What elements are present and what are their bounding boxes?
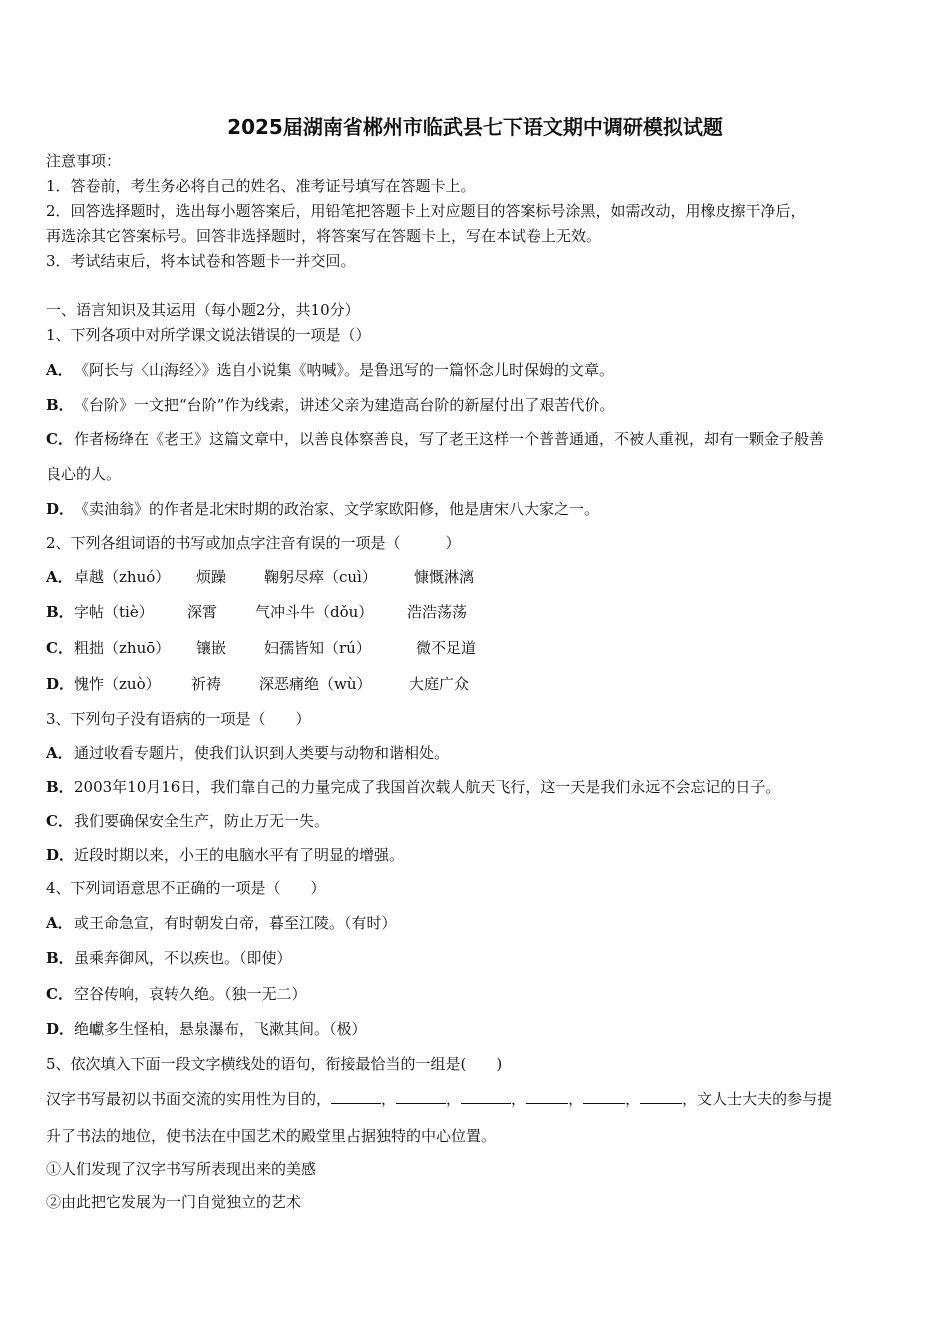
question-1-option-c: [46, 429, 824, 449]
question-3-option-b: [46, 777, 780, 797]
passage-separator: ，: [381, 1090, 397, 1108]
word: 气冲斗牛（dǒu）: [255, 603, 374, 621]
question-4-option-d: [46, 1019, 367, 1039]
fill-blank: [640, 1089, 682, 1104]
exam-title: 2025届湖南省郴州市临武县七下语文期中调研模拟试题: [227, 115, 723, 139]
fill-blank: [396, 1089, 446, 1104]
question-3-option-a: [46, 743, 449, 763]
question-4-option-c: [46, 984, 307, 1004]
option-label: D．: [46, 500, 75, 518]
question-1-stem: 1、下列各项中对所学课文说法错误的一项是（）: [46, 326, 371, 344]
option-text: 虽乘奔御风，不以疾也。（即使）: [74, 949, 292, 967]
question-3-option-d: [46, 845, 404, 865]
option-text: 绝巘多生怪柏，悬泉瀑布，飞漱其间。（极）: [74, 1020, 367, 1038]
fill-blank: [583, 1089, 625, 1104]
option-text: 《卖油翁》的作者是北宋时期的政治家、文学家欧阳修，他是唐宋八大家之一。: [74, 500, 600, 518]
word: 微不足道: [416, 639, 477, 657]
option-label: A．: [46, 568, 73, 586]
word: 镶嵌: [196, 639, 227, 657]
word: 妇孺皆知（rú）: [264, 639, 371, 657]
word: 鞠躬尽瘁（cuì）: [264, 568, 377, 586]
word: 浩浩荡荡: [407, 603, 468, 621]
fill-blank: [331, 1089, 381, 1104]
option-text: 作者杨绛在《老王》这篇文章中，以善良体察善良，写了老王这样一个普普通通，不被人重视，却有一颗金子般善: [74, 430, 825, 448]
question-5-item-2: ②由此把它发展为一门自觉独立的艺术: [46, 1193, 302, 1211]
question-4-option-b: [46, 948, 292, 968]
option-label: B．: [46, 778, 74, 796]
option-label: C．: [46, 639, 73, 657]
question-3-option-c: [46, 811, 329, 831]
option-label: A．: [46, 361, 73, 379]
option-text: 《台阶》一文把“台阶”作为线索，讲述父亲为建造高台阶的新屋付出了艰苦代价。: [74, 396, 615, 414]
notice-item: 3．考试结束后，将本试卷和答题卡一并交回。: [46, 252, 356, 270]
question-2-stem: 2、下列各组词语的书写或加点字注音有误的一项是（ ）: [46, 534, 461, 552]
word: 粗拙（zhuō）: [74, 639, 171, 657]
option-label: C．: [46, 812, 73, 830]
option-text: 《阿长与〈山海经〉》选自小说集《呐喊》。是鲁迅写的一篇怀念儿时保姆的文章。: [74, 361, 615, 379]
notice-item: 2．回答选择题时，选出每小题答案后，用铅笔把答题卡上对应题目的答案标号涂黑，如需改动，用橡皮擦干净后，: [46, 202, 806, 220]
option-label: D．: [46, 675, 75, 693]
question-5-stem: 5、依次填入下面一段文字横线处的语句，衔接最恰当的一组是( ): [46, 1055, 503, 1073]
question-1-option-d: [46, 499, 599, 519]
option-label: C．: [46, 430, 73, 448]
word: 大庭广众: [409, 675, 470, 693]
passage-separator: ，: [625, 1090, 641, 1108]
section-heading: 一、语言知识及其运用（每小题2分，共10分）: [46, 301, 360, 319]
option-label: A．: [46, 744, 73, 762]
option-text: 通过收看专题片，使我们认识到人类要与动物和谐相处。: [74, 744, 450, 762]
option-text: 或王命急宣，有时朝发白帝，暮至江陵。（有时）: [74, 914, 397, 932]
word: 字帖（tiè）: [74, 603, 154, 621]
notice-item: 1．答卷前，考生务必将自己的姓名、准考证号填写在答题卡上。: [46, 177, 476, 195]
question-5-passage-line-2: 升了书法的地位，使书法在中国艺术的殿堂里占据独特的中心位置。: [46, 1127, 497, 1145]
question-1-option-b: [46, 395, 614, 415]
option-label: B．: [46, 603, 74, 621]
passage-separator: ，: [568, 1090, 584, 1108]
notice-item: 再选涂其它答案标号。回答非选择题时，将答案写在答题卡上，写在本试卷上无效。: [46, 227, 602, 245]
option-label: D．: [46, 1020, 75, 1038]
question-4-stem: 4、下列词语意思不正确的一项是（ ）: [46, 879, 326, 897]
word: 卓越（zhuó）: [74, 568, 171, 586]
word: 慷慨淋漓: [414, 568, 475, 586]
option-text: 2003年10月16日，我们靠自己的力量完成了我国首次载人航天飞行，这一天是我们永远不会忘记的日子。: [74, 778, 781, 796]
question-2-option-c: [46, 638, 476, 658]
passage-separator: ，: [511, 1090, 527, 1108]
option-text: 我们要确保安全生产，防止万无一失。: [74, 812, 330, 830]
word: 深霄: [187, 603, 218, 621]
option-label: D．: [46, 846, 75, 864]
question-4-option-a: [46, 913, 397, 933]
question-1-option-c-cont: 良心的人。: [46, 465, 122, 483]
option-text: 近段时期以来，小王的电脑水平有了明显的增强。: [74, 846, 405, 864]
option-label: A．: [46, 914, 73, 932]
question-2-option-b: [46, 602, 467, 622]
word: 愧怍（zuò）: [74, 675, 161, 693]
passage-text: 汉字书写最初以书面交流的实用性为目的，: [46, 1090, 332, 1108]
fill-blank: [526, 1089, 568, 1104]
question-1-option-a: [46, 360, 614, 380]
word: 祈祷: [191, 675, 222, 693]
passage-text: ，文人士大夫的参与提: [682, 1090, 833, 1108]
word: 烦躁: [196, 568, 227, 586]
question-2-option-a: [46, 567, 474, 587]
fill-blank: [461, 1089, 511, 1104]
question-5-item-1: ①人们发现了汉字书写所表现出来的美感: [46, 1160, 317, 1178]
option-label: B．: [46, 396, 74, 414]
option-label: B．: [46, 949, 74, 967]
passage-separator: ，: [446, 1090, 462, 1108]
question-5-passage-line-1: [46, 1089, 832, 1109]
question-3-stem: 3、下列句子没有语病的一项是（ ）: [46, 710, 311, 728]
notice-heading: 注意事项：: [46, 152, 122, 170]
word: 深恶痛绝（wù）: [259, 675, 372, 693]
question-2-option-d: [46, 674, 469, 694]
option-label: C．: [46, 985, 73, 1003]
option-text: 空谷传响，哀转久绝。（独一无二）: [74, 985, 307, 1003]
